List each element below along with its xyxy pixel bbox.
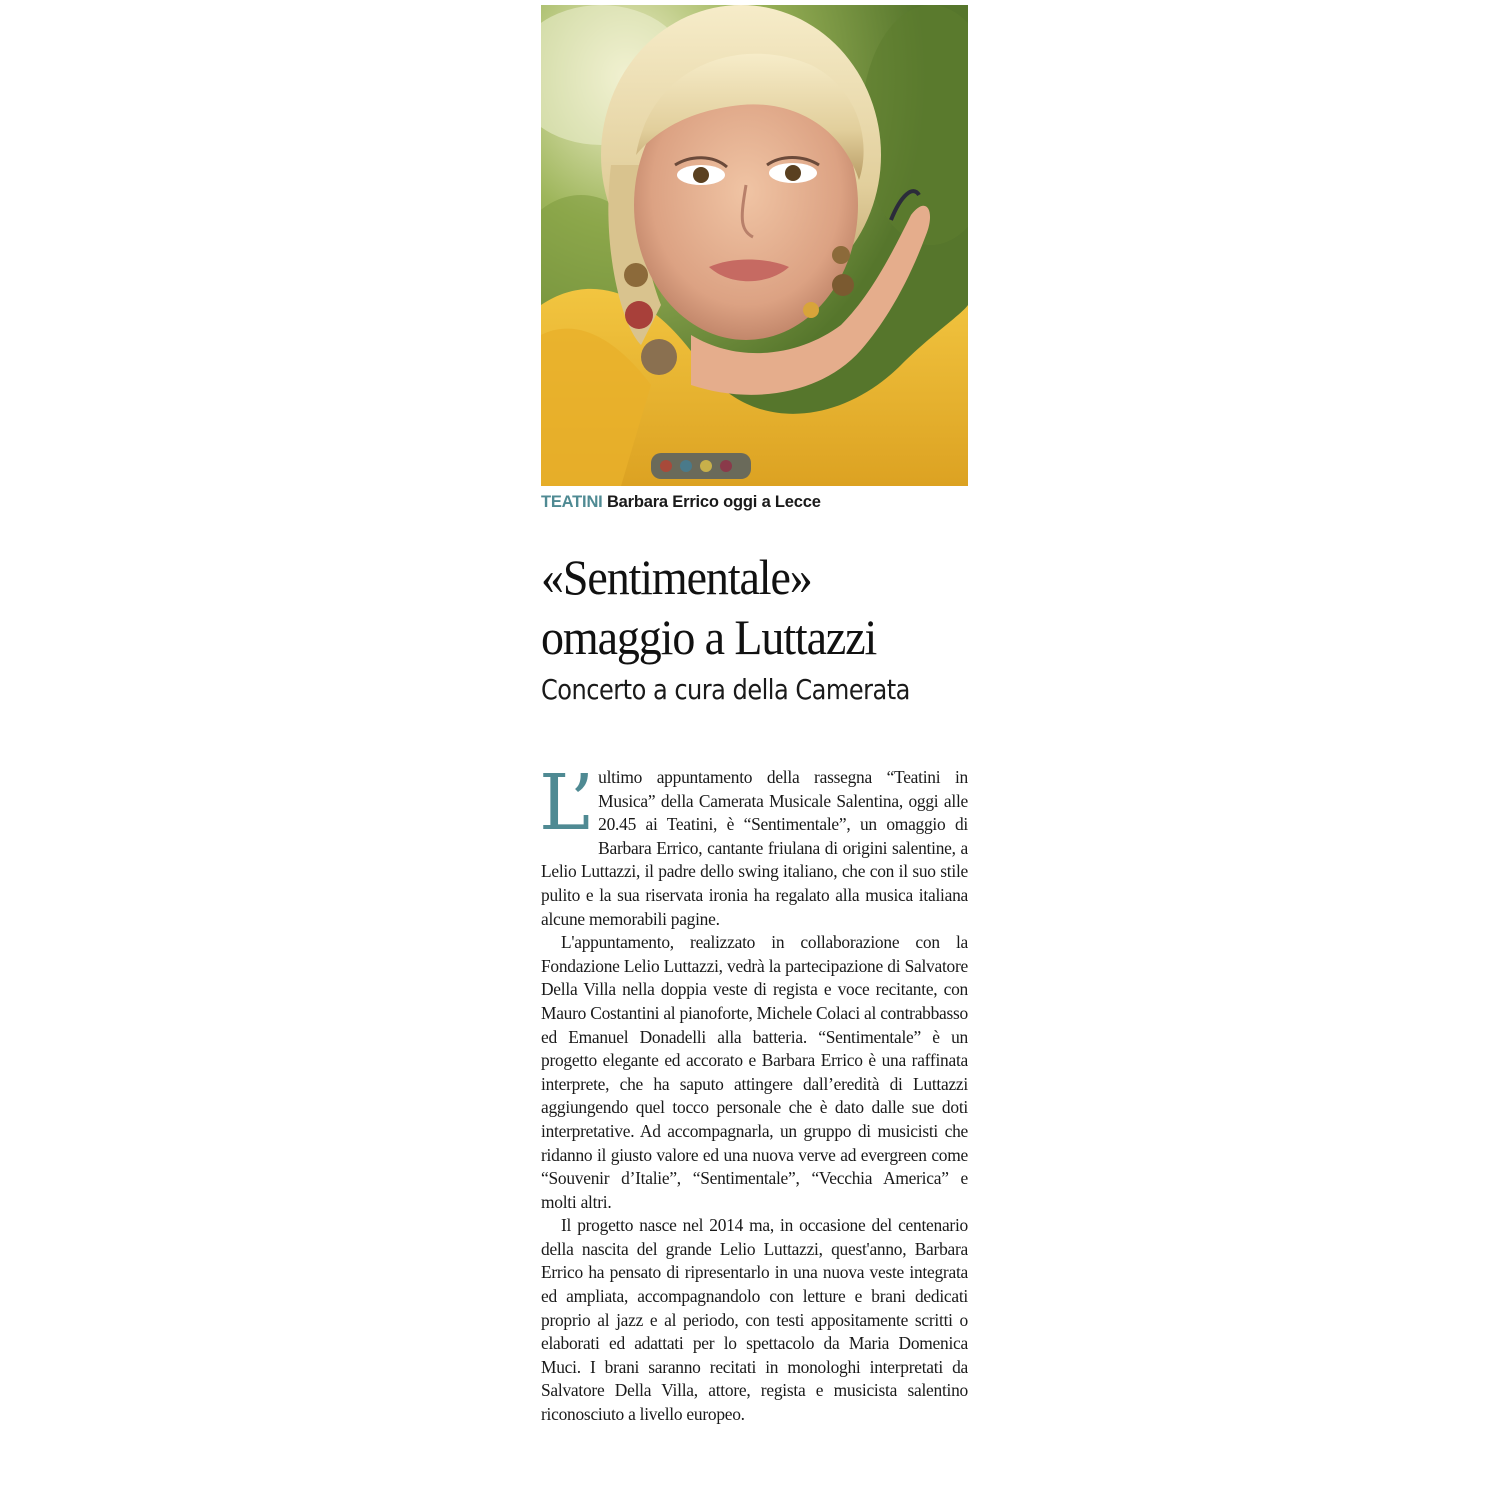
article-column: [541, 5, 968, 710]
caption-tag: TEATINI: [541, 493, 603, 511]
headline-line-2: omaggio a Luttazzi: [541, 609, 877, 665]
portrait-illustration: [541, 5, 968, 486]
paragraph-2: L'appuntamento, realizzato in collaborazione con la Fondazione Lelio Luttazzi, vedrà la partecipazione di Salvatore Della Villa nella doppia veste di regista e voce recitante, con Mauro Costantini al pianoforte, Michele Colaci al contrabbasso ed Emanuel Donadelli alla batteria. “Sentimentale” è un progetto elegante ed accorato e Barbara Errico è una raffinata interprete, che ha saputo attingere dall’eredità di Luttazzi aggiungendo quel tocco personale che è dato dalle sue doti interpretative. Ad accompagnarla, un gruppo di musicisti che ridanno il giusto valore ed una nuova verve ad evergreen come “Souvenir d’Italie”, “Sentimentale”, “Vecchia America” e molti altri.: [541, 932, 968, 1212]
subheadline: Concerto a cura della Camerata: [541, 673, 910, 706]
paragraph-1-text: ultimo appuntamento della rassegna “Teatini in Musica” della Camerata Musicale Salentina, oggi alle 20.45 ai Teatini, è “Sentimentale”, un omaggio di Barbara Errico, cantante friulana di origini salentine, a Lelio Luttazzi, il padre dello swing italiano, che con il suo stile pulito e la sua riservata ironia ha regalato alla musica italiana alcune memorabili pagine.: [541, 767, 968, 929]
portrait-photo: [541, 5, 968, 486]
headline-line-1: «Sentimentale»: [541, 549, 812, 605]
headline: [541, 547, 973, 667]
article-body: [539, 759, 968, 1427]
drop-cap: L’: [539, 759, 593, 848]
paragraph-3: Il progetto nasce nel 2014 ma, in occasione del centenario della nascita del grande Lelio Luttazzi, quest'anno, Barbara Errico ha pensato di ripresentarlo in una nuova veste integrata ed ampliata, accompagnandolo con letture e brani dedicati proprio al jazz e al periodo, con testi appositamente scritti o elaborati ed adattati per lo spettacolo da Maria Domenica Muci. I brani saranno recitati in monologhi interpretati da Salvatore Della Villa, attore, regista e musicista salentino riconosciuto a livello europeo.: [541, 1215, 968, 1425]
paragraph-1: [539, 759, 968, 931]
photo-caption: [541, 493, 968, 519]
caption-text: Barbara Errico oggi a Lecce: [606, 493, 821, 511]
